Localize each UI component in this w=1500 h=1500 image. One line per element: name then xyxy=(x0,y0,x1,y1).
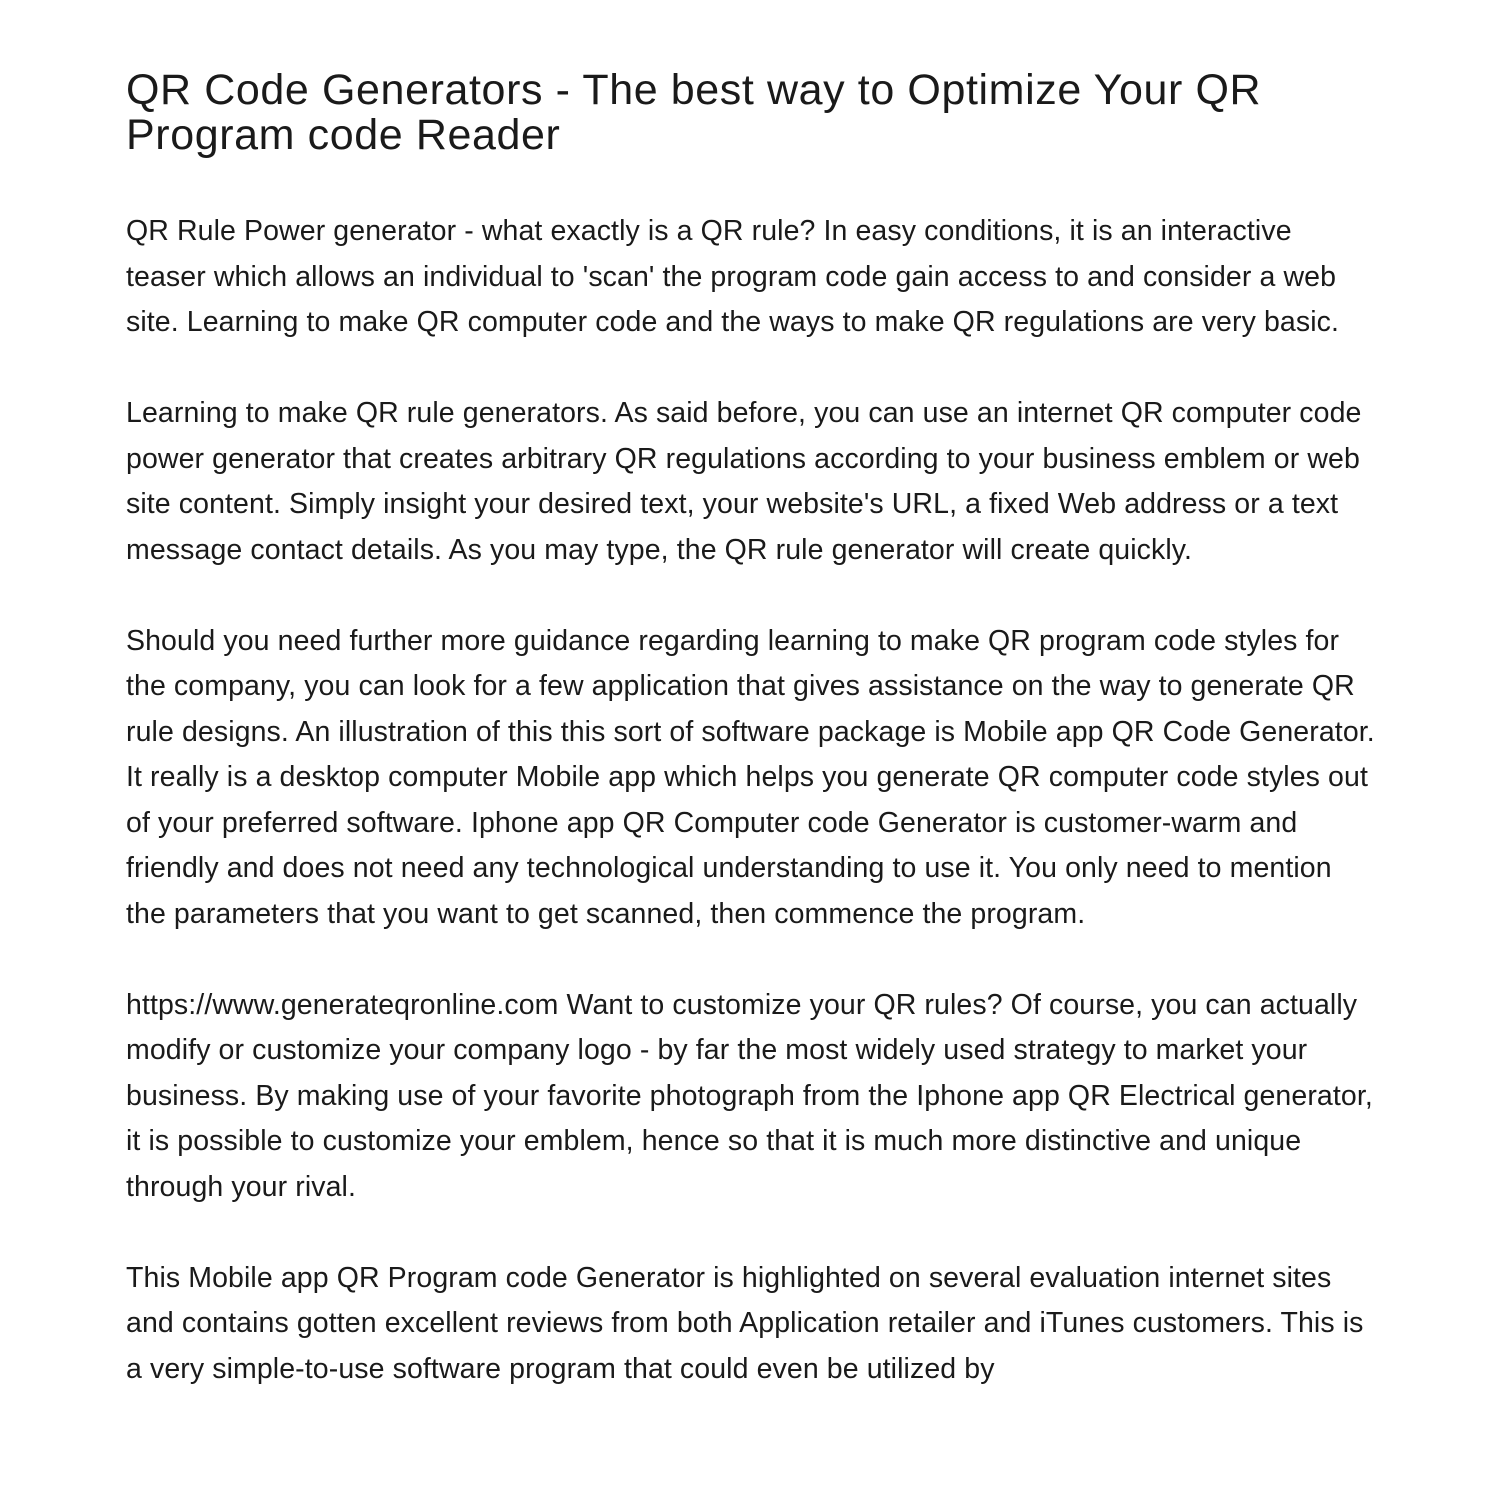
paragraph-5: This Mobile app QR Program code Generator is highlighted on several evaluation internet sites and contains gotten excellent reviews from both Application retailer and iTunes customers. This is a very simple-to-use software program that could even be utilized by xyxy=(126,1261,1364,1385)
paragraph-3: Should you need further more guidance regarding learning to make QR program code styles for the company, you can look for a few application that gives assistance on the way to generate QR rule designs. An illustration of this this sort of software package is Mobile app QR Code Generator. It really is a desktop computer Mobile app which helps you generate QR computer code styles out of your preferred software. Iphone app QR Computer code Generator is customer-warm and friendly and does not need any technological understanding to use it. You only need to mention the parameters that you want to get scanned, then commence the program. xyxy=(126,624,1375,930)
paragraph-4: https://www.generateqronline.com Want to customize your QR rules? Of course, you can actually modify or customize your company logo - by far the most widely used strategy to market your business. By making use of your favorite photograph from the Iphone app QR Electrical generator, it is possible to customize your emblem, hence so that it is much more distinctive and unique through your rival. xyxy=(126,988,1373,1203)
paragraph-2: Learning to make QR rule generators. As said before, you can use an internet QR computer code power generator that creates arbitrary QR regulations according to your business emblem or web site content. Simply insight your desired text, your website's URL, a fixed Web address or a text message contact details. As you may type, the QR rule generator will create quickly. xyxy=(126,397,1362,566)
paragraph-1: QR Rule Power generator - what exactly is a QR rule? In easy conditions, it is an interactive teaser which allows an individual to 'scan' the program code gain access to and consider a web site. Learning to make QR computer code and the ways to make QR regulations are very basic. xyxy=(126,215,1340,338)
document-body xyxy=(126,68,1376,1392)
document-title: QR Code Generators - The best way to Optimize Your QR Program code Reader xyxy=(126,66,1262,159)
